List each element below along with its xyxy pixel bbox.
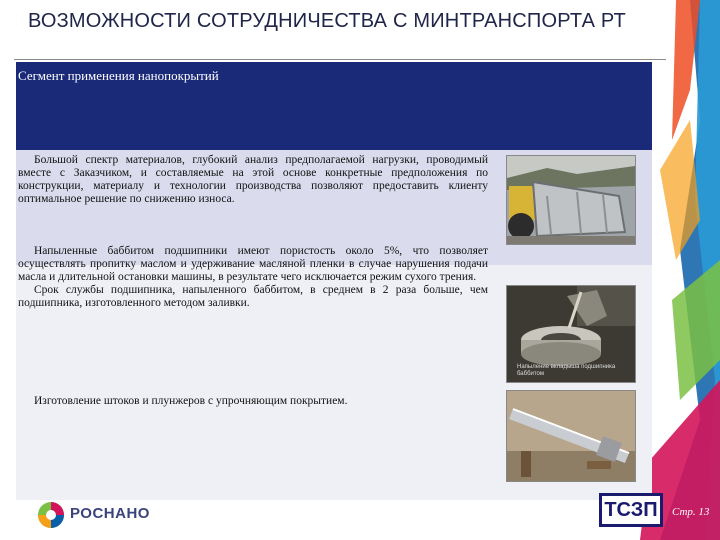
tszp-logo: ТСЗП bbox=[599, 493, 663, 527]
title-divider bbox=[14, 59, 666, 60]
segment-header bbox=[16, 62, 652, 150]
bearing-photo-caption: Напыление вкладыша подшипника баббитом bbox=[517, 364, 616, 377]
rod-image bbox=[507, 391, 635, 481]
bucket-loader-image bbox=[507, 156, 635, 244]
row-3-paragraph-1: Изготовление штоков и плунжеров с упрочняющим покрытием. bbox=[34, 395, 348, 407]
content-row-2 bbox=[16, 245, 652, 383]
row-1-text bbox=[18, 154, 488, 206]
bearing-spraying-photo bbox=[506, 285, 636, 383]
rosnano-brand: РОСНАНО bbox=[70, 505, 150, 522]
row-1-paragraph-1: Большой спектр материалов, глубокий анализ предполагаемой нагрузки, проводимый вместе с Заказчиком, и составляемые на этой основе конкретные предположения по конструкции, материалу и технологии производства позволяют предоставить клиенту оптимальное решение по снижению износа. bbox=[18, 154, 488, 205]
content-row-3 bbox=[16, 383, 652, 500]
row-2-paragraph-2: Срок службы подшипника, напыленного баббитом, в среднем в 2 раза больше, чем подшипника, изготовленного методом заливки. bbox=[18, 284, 488, 309]
row-2-text bbox=[18, 245, 488, 310]
row-2-paragraph-1: Напыленные баббитом подшипники имеют пористость около 5%, что позволяет осуществлять пропитку маслом и удерживание масляной пленки в случае нарушения подачи масла и длительной остановки машины, в результате чего исключается режим сухого трения. bbox=[18, 245, 488, 283]
rod-photo bbox=[506, 390, 636, 482]
segment-title: Сегмент применения нанопокрытий bbox=[18, 68, 219, 83]
page-number: Стр. 13 bbox=[672, 506, 710, 518]
page-title: ВОЗМОЖНОСТИ СОТРУДНИЧЕСТВА С МИНТРАНСПОРТА РТ bbox=[28, 10, 626, 32]
bucket-loader-photo bbox=[506, 155, 636, 245]
row-3-text bbox=[18, 395, 488, 408]
rosnano-logo-icon bbox=[36, 500, 66, 530]
